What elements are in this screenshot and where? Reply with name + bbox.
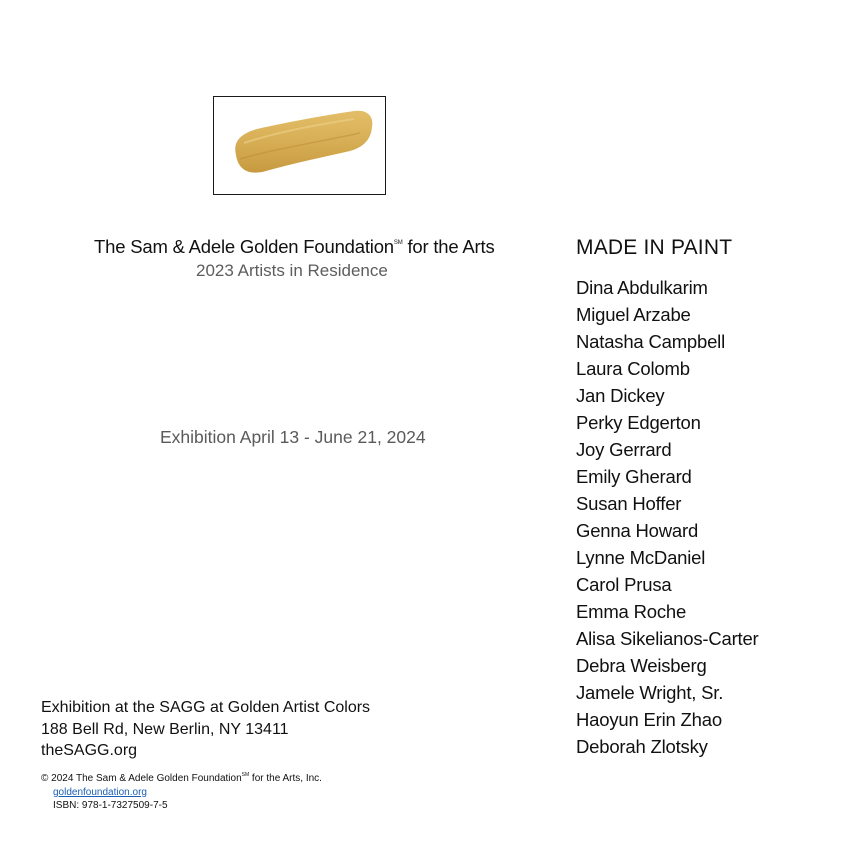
address-street: 188 Bell Rd, New Berlin, NY 13411 bbox=[41, 720, 289, 738]
artist-name: Susan Hoffer bbox=[576, 493, 682, 514]
artist-name: Deborah Zlotsky bbox=[576, 736, 708, 757]
exhibition-address bbox=[41, 697, 370, 762]
legal-info bbox=[41, 769, 322, 813]
artist-name: Laura Colomb bbox=[576, 358, 690, 379]
artist-name: Jan Dickey bbox=[576, 385, 665, 406]
paint-swatch-frame bbox=[213, 96, 386, 195]
artist-name: Jamele Wright, Sr. bbox=[576, 682, 724, 703]
paint-stroke-icon bbox=[214, 97, 384, 193]
address-website: theSAGG.org bbox=[41, 742, 138, 759]
artist-name: Carol Prusa bbox=[576, 574, 672, 595]
foundation-title: The Sam & Adele Golden Foundation℠ for the Arts bbox=[94, 236, 495, 257]
artist-list bbox=[576, 274, 759, 760]
artist-name: Perky Edgerton bbox=[576, 412, 701, 433]
artist-name: Alisa Sikelianos-Carter bbox=[576, 628, 759, 649]
artist-name: Emily Gherard bbox=[576, 466, 692, 487]
foundation-website-link[interactable]: goldenfoundation.org bbox=[53, 786, 147, 798]
exhibition-title: MADE IN PAINT bbox=[576, 236, 733, 259]
isbn-line: ISBN: 978-1-7327509-7-5 bbox=[53, 800, 168, 811]
artist-name: Joy Gerrard bbox=[576, 439, 672, 460]
artist-name: Miguel Arzabe bbox=[576, 304, 691, 325]
copyright-line: © 2024 The Sam & Adele Golden Foundation℠ for the Arts, Inc. bbox=[41, 772, 322, 784]
artist-name: Lynne McDaniel bbox=[576, 547, 706, 568]
residency-subtitle: 2023 Artists in Residence bbox=[196, 261, 388, 280]
exhibition-dates: Exhibition April 13 - June 21, 2024 bbox=[160, 427, 426, 447]
artist-name: Emma Roche bbox=[576, 601, 687, 622]
address-venue: Exhibition at the SAGG at Golden Artist Colors bbox=[41, 699, 371, 716]
artist-name: Natasha Campbell bbox=[576, 331, 725, 352]
artist-name: Debra Weisberg bbox=[576, 655, 707, 676]
artist-name: Genna Howard bbox=[576, 520, 699, 541]
artist-name: Dina Abdulkarim bbox=[576, 277, 708, 298]
artist-name: Haoyun Erin Zhao bbox=[576, 709, 722, 730]
